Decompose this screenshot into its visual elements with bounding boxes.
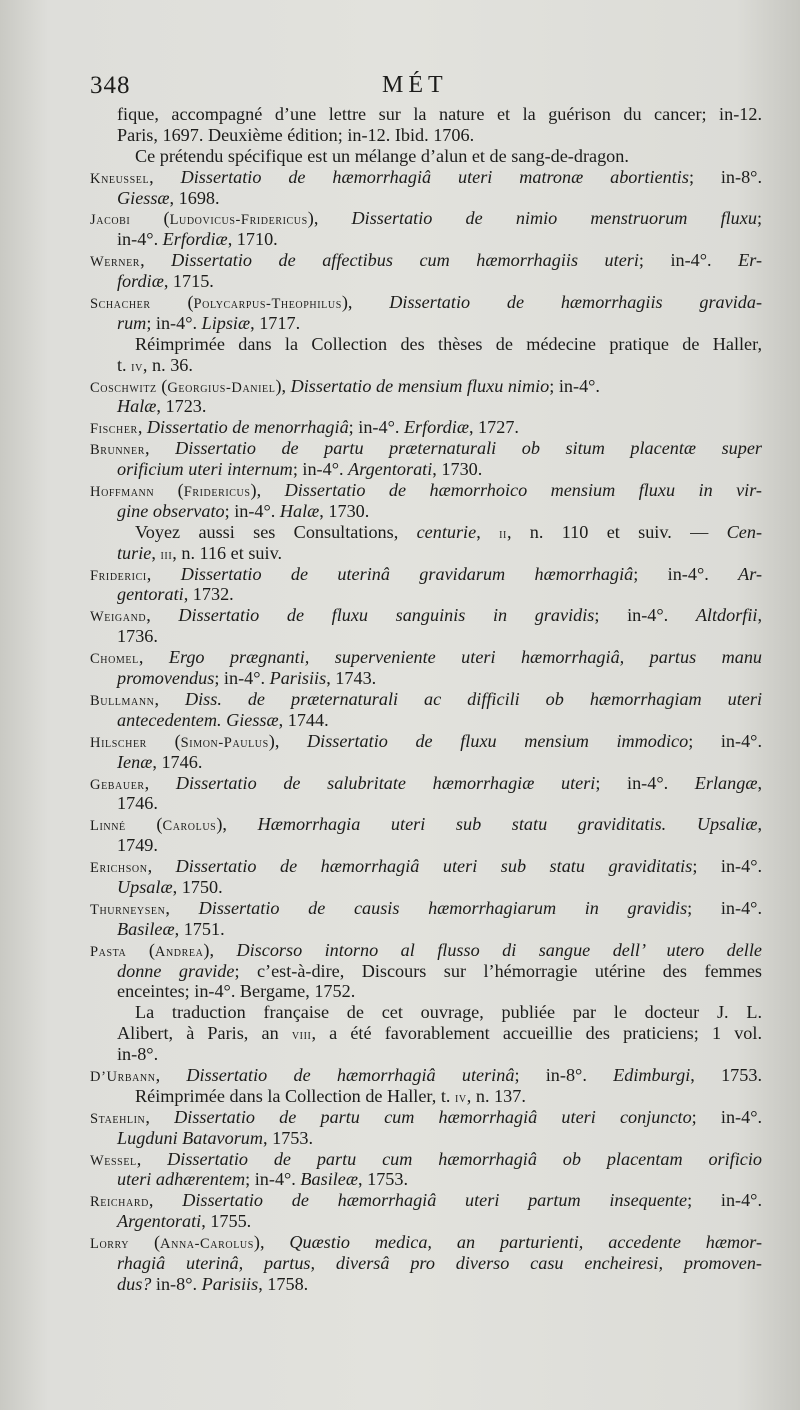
text-span: ), xyxy=(216,814,258,835)
italic-text: turie xyxy=(117,542,152,563)
text-line xyxy=(90,689,762,710)
text-span: , 1715. xyxy=(163,271,214,292)
text-span: ; in-4°. xyxy=(214,668,270,689)
text-span: ; in-4°. xyxy=(146,312,202,333)
italic-text: centurie xyxy=(416,521,477,542)
text-span: t. xyxy=(117,354,132,375)
text-span: ), xyxy=(268,730,308,751)
text-span: ), xyxy=(275,375,291,396)
author-name: Kneussel xyxy=(90,170,150,187)
text-span: ; in-4°. xyxy=(292,459,349,480)
text-span: , 1723. xyxy=(156,396,207,417)
author-name: iii xyxy=(160,546,173,563)
text-line xyxy=(135,146,762,167)
text-span: ), xyxy=(341,292,390,313)
text-line xyxy=(117,752,762,773)
text-line xyxy=(117,1253,762,1274)
italic-text: Dissertatio de menorrhagiâ xyxy=(146,417,349,438)
text-span: , a été favorablement accueillie des praticiens; 1 vol. xyxy=(311,1023,762,1044)
author-name: Reichard xyxy=(90,1194,149,1211)
text-line xyxy=(90,292,762,313)
italic-text: Cen- xyxy=(726,521,763,542)
text-line xyxy=(117,877,762,898)
text-span: , 1753. xyxy=(690,1064,763,1085)
author-name: Brunner xyxy=(90,442,145,459)
italic-text: Dissertatio de uterinâ gravidarum hæmorrhagiâ xyxy=(180,563,634,584)
text-line xyxy=(90,1190,762,1211)
text-span: , xyxy=(145,1106,175,1127)
italic-text: Upsalæ xyxy=(117,876,173,897)
author-name: Weigand xyxy=(90,609,147,626)
text-line xyxy=(117,626,762,647)
page-header xyxy=(0,72,800,104)
text-span: , 1753. xyxy=(263,1127,314,1148)
text-line xyxy=(117,919,762,940)
text-span: , n. 36. xyxy=(142,354,193,375)
text-span: , xyxy=(476,521,500,542)
text-span: ( xyxy=(154,480,184,501)
text-span: ; in-4°. xyxy=(245,1169,301,1190)
text-line xyxy=(90,417,762,438)
italic-text: uteri adhærentem xyxy=(117,1169,246,1190)
text-span: , xyxy=(147,856,176,877)
text-span: ( xyxy=(125,814,163,835)
italic-text: Quæstio medica, an parturienti, accedente hæmor- xyxy=(289,1232,762,1253)
author-name: Wessel xyxy=(90,1152,137,1169)
italic-text: Lugduni Batavorum xyxy=(117,1127,264,1148)
text-line xyxy=(90,480,762,501)
text-span: , xyxy=(155,1064,187,1085)
author-name: Werner xyxy=(90,254,141,271)
text-span: ; in-4°. xyxy=(224,500,280,521)
text-line xyxy=(90,731,762,752)
text-span: , 1710. xyxy=(227,229,278,250)
running-title: MÉT xyxy=(382,72,448,98)
text-line xyxy=(90,438,762,459)
italic-text: Dissertatio de partu cum hæmorrhagiâ uteri conjuncto xyxy=(174,1106,692,1127)
text-span: in-8°. xyxy=(117,1044,159,1065)
text-line xyxy=(117,459,762,480)
author-name: Carolus xyxy=(162,818,217,835)
text-span: 1736. xyxy=(117,626,158,647)
text-line xyxy=(117,229,762,250)
italic-text: Dissertatio de fluxu sanguinis in gravidis xyxy=(178,605,595,626)
text-span: , 1746. xyxy=(152,751,203,772)
text-line xyxy=(117,710,762,731)
text-span: 1746. xyxy=(117,793,158,814)
text-span: , n. 116 et suiv. xyxy=(172,542,283,563)
text-span: , xyxy=(757,772,762,793)
text-span: ; in-8°. xyxy=(514,1064,614,1085)
text-line xyxy=(135,522,762,543)
text-span: , 1744. xyxy=(278,709,329,730)
italic-text: Parisiis xyxy=(269,668,327,689)
text-span: ; in-4°. xyxy=(692,856,763,877)
author-name: Lorry xyxy=(90,1236,130,1253)
page-number: 348 xyxy=(90,72,131,99)
text-span: ), xyxy=(203,939,237,960)
author-name: Polycarpus-Theophilus xyxy=(193,296,342,313)
text-span: Paris, 1697. Deuxième édition; in-12. Ibid. 1706. xyxy=(117,124,475,145)
text-span: , 1732. xyxy=(183,584,234,605)
text-span: ; in-4°. xyxy=(594,605,696,626)
text-line xyxy=(90,564,762,585)
text-span: Voyez aussi ses Consultations, xyxy=(135,521,417,542)
text-span: in-8°. xyxy=(151,1273,202,1294)
text-span: , xyxy=(149,166,181,187)
text-span: , xyxy=(137,417,147,438)
text-line xyxy=(117,835,762,856)
author-name: Schacher xyxy=(90,296,151,313)
text-line xyxy=(90,1149,762,1170)
text-line xyxy=(117,501,762,522)
text-span: ; in-4°. xyxy=(691,1106,763,1127)
author-name: Gebauer xyxy=(90,776,145,793)
italic-text: Dissertatio de hæmorrhagiâ uteri sub statu graviditatis xyxy=(175,856,693,877)
italic-text: Altdorfii xyxy=(695,605,758,626)
text-span: Ce prétendu spécifique est un mélange d’alun et de sang-de-dragon. xyxy=(135,145,629,166)
text-line xyxy=(117,271,762,292)
text-span: ; in-4°. xyxy=(348,417,404,438)
text-line xyxy=(135,334,762,355)
italic-text: Dissertatio de hæmorrhagiâ uteri partum insequente xyxy=(182,1190,688,1211)
text-span: fique, accompagné d’une lettre sur la nature et la guérison du cancer; in-12. xyxy=(117,104,762,124)
author-name: Friderici xyxy=(90,567,147,584)
text-line xyxy=(117,961,762,982)
text-span: ( xyxy=(156,375,168,396)
text-span: , 1727. xyxy=(468,417,519,438)
italic-text: Dissertatio de partu cum hæmorrhagiâ ob placentam orificio xyxy=(167,1148,762,1169)
author-name: Anna-Carolus xyxy=(160,1236,254,1253)
text-span: , 1730. xyxy=(319,500,370,521)
author-name: iv xyxy=(455,1089,467,1106)
text-span: , xyxy=(146,605,179,626)
italic-text: Ienæ xyxy=(117,751,153,772)
italic-text: Dissertatio de affectibus cum hæmorrhagiis uteri xyxy=(171,250,639,271)
text-span: ; in-4°. xyxy=(595,772,695,793)
author-name: Jacobi xyxy=(90,212,131,229)
text-span: , xyxy=(138,647,169,668)
text-line xyxy=(135,1086,762,1107)
text-span: , 1698. xyxy=(169,187,220,208)
italic-text: Basileæ xyxy=(300,1169,358,1190)
text-span: , xyxy=(146,563,181,584)
italic-text: Dissertatio de mensium fluxu nimio xyxy=(290,375,550,396)
text-line xyxy=(117,1274,762,1295)
text-span: ), xyxy=(250,480,285,501)
italic-text: gine observato xyxy=(117,500,225,521)
author-name: Bullmann xyxy=(90,692,155,709)
text-line xyxy=(90,1107,762,1128)
text-span: ; in-4°. xyxy=(633,563,739,584)
italic-text: Argentorati xyxy=(117,1211,202,1232)
author-name: Linné xyxy=(90,818,126,835)
text-span: ; in-4°. xyxy=(549,375,600,396)
text-line xyxy=(90,1065,762,1086)
text-span: , 1755. xyxy=(201,1211,252,1232)
text-line xyxy=(117,793,762,814)
text-span: , xyxy=(148,1190,183,1211)
author-name: Chomel xyxy=(90,651,139,668)
text-line xyxy=(117,396,762,417)
author-name: Fischer xyxy=(90,421,138,438)
author-name: Staehlin xyxy=(90,1110,146,1127)
text-line xyxy=(90,208,762,229)
text-span: , xyxy=(145,438,176,459)
italic-text: Erfordiæ xyxy=(403,417,469,438)
text-span: , 1758. xyxy=(258,1273,309,1294)
text-span: , xyxy=(136,1148,168,1169)
text-span: , xyxy=(144,772,176,793)
text-line xyxy=(117,188,762,209)
text-span: ; in-4°. xyxy=(687,1190,763,1211)
italic-text: Ergo prægnanti, superveniente uteri hæmorrhagiâ, partus manu xyxy=(168,647,763,668)
text-span: La traduction française de cet ouvrage, publiée par le docteur J. L. xyxy=(135,1002,762,1023)
text-line xyxy=(117,981,762,1002)
italic-text: donne gravide xyxy=(117,960,235,981)
text-span: , xyxy=(757,814,762,835)
italic-text: rhagiâ uterinâ, partus, diversâ pro diverso casu encheiresi, promoven- xyxy=(117,1252,762,1273)
text-line xyxy=(117,1044,762,1065)
text-span: ; in-8°. xyxy=(688,166,762,187)
text-span: , n. 137. xyxy=(466,1085,526,1106)
italic-text: fordiæ xyxy=(117,271,164,292)
text-span: Réimprimée dans la Collection de Haller, t. xyxy=(135,1085,455,1106)
text-line xyxy=(117,668,762,689)
text-line xyxy=(90,647,762,668)
author-name: Ludovicus-Fridericus xyxy=(169,212,308,229)
text-span: enceintes; in-4°. Bergame, 1752. xyxy=(117,981,356,1002)
italic-text: Basileæ xyxy=(117,918,175,939)
text-span: ; xyxy=(756,208,763,229)
text-span: , 1743. xyxy=(326,668,377,689)
text-line xyxy=(117,104,762,125)
text-line xyxy=(117,543,762,564)
italic-text: Lipsiæ xyxy=(201,312,251,333)
author-name: Pasta xyxy=(90,943,127,960)
text-span: Alibert, à Paris, an xyxy=(117,1023,292,1044)
text-span: ), xyxy=(307,208,352,229)
text-span: in-4°. xyxy=(117,229,163,250)
italic-text: Giessæ xyxy=(117,187,170,208)
text-line xyxy=(90,940,762,961)
author-name: Fridericus xyxy=(183,484,251,501)
italic-text: gentorati xyxy=(117,584,184,605)
italic-text: promovendus xyxy=(117,668,215,689)
text-line xyxy=(117,355,762,376)
text-span: ( xyxy=(150,292,194,313)
text-span: ; in-4°. xyxy=(687,897,762,918)
text-span: ( xyxy=(126,939,155,960)
text-span: ( xyxy=(146,730,181,751)
text-span: ; in-4°. xyxy=(638,250,739,271)
text-span: , 1751. xyxy=(174,918,225,939)
italic-text: Dissertatio de causis hæmorrhagiarum in gravidis xyxy=(198,897,688,918)
text-span: ; c’est-à-dire, Discours sur l’hémorragie utérine des femmes xyxy=(234,960,763,981)
text-line xyxy=(117,125,762,146)
author-name: Hoffmann xyxy=(90,484,155,501)
italic-text: dus? xyxy=(117,1273,152,1294)
author-name: viii xyxy=(291,1027,312,1044)
author-name: Coschwitz xyxy=(90,379,157,396)
text-span: ( xyxy=(129,1232,161,1253)
author-name: Georgius-Daniel xyxy=(167,379,276,396)
text-span: , 1717. xyxy=(250,312,301,333)
text-line xyxy=(90,898,762,919)
italic-text: Parisiis xyxy=(201,1273,259,1294)
text-span: Réimprimée dans la Collection des thèses de médecine pratique de Haller, xyxy=(135,333,762,354)
author-name: Hilscher xyxy=(90,734,147,751)
text-line xyxy=(90,1232,762,1253)
text-span: ; in-4°. xyxy=(688,730,762,751)
text-line xyxy=(90,167,762,188)
bibliography-text xyxy=(90,104,763,1295)
text-span: , 1750. xyxy=(172,876,223,897)
italic-text: rum xyxy=(117,312,147,333)
text-line xyxy=(117,313,762,334)
text-line xyxy=(90,605,762,626)
text-span: , xyxy=(140,250,172,271)
text-line xyxy=(117,1211,762,1232)
italic-text: Hæmorrhagia uteri sub statu graviditatis. Upsaliæ xyxy=(257,814,758,835)
italic-text: Discorso intorno al flusso di sangue dell’ utero delle xyxy=(236,939,762,960)
text-line xyxy=(90,856,762,877)
italic-text: antecedentem. Giessæ xyxy=(117,709,279,730)
text-line xyxy=(90,376,762,397)
italic-text: Argentorati xyxy=(348,459,433,480)
text-span: , 1730. xyxy=(432,459,483,480)
text-line xyxy=(117,1169,762,1190)
italic-text: orificium uteri internum xyxy=(117,459,293,480)
italic-text: Erfordiæ xyxy=(162,229,228,250)
author-name: Erichson xyxy=(90,860,148,877)
text-span: , xyxy=(757,605,762,626)
italic-text: Er- xyxy=(738,250,763,271)
italic-text: Halæ xyxy=(279,500,320,521)
text-line xyxy=(117,1128,762,1149)
text-span: 1749. xyxy=(117,835,158,856)
text-line xyxy=(117,1023,762,1044)
author-name: Thurneysen xyxy=(90,901,166,918)
italic-text: Dissertatio de nimio menstruorum fluxu xyxy=(351,208,757,229)
text-span: , xyxy=(154,688,185,709)
italic-text: Ar- xyxy=(738,563,763,584)
author-name: D’Urbann xyxy=(90,1068,156,1085)
text-line xyxy=(90,250,762,271)
text-span: , xyxy=(151,542,161,563)
italic-text: Dissertatio de hæmorrhagiis gravida- xyxy=(389,292,762,313)
text-line xyxy=(135,1002,762,1023)
author-name: iv xyxy=(131,358,143,375)
italic-text: Dissertatio de partu præternaturali ob situm placentæ super xyxy=(175,438,762,459)
text-span: , 1753. xyxy=(358,1169,409,1190)
italic-text: Dissertatio de fluxu mensium immodico xyxy=(307,730,689,751)
text-span: ), xyxy=(253,1232,290,1253)
italic-text: Diss. de præternaturali ac difficili ob hæmorrhagiam uteri xyxy=(184,688,762,709)
italic-text: Dissertatio de hæmorrhagiâ uteri matronæ abortientis xyxy=(180,166,689,187)
author-name: Andrea xyxy=(154,943,204,960)
text-span: , xyxy=(165,897,199,918)
text-line xyxy=(117,584,762,605)
italic-text: Dissertatio de salubritate hæmorrhagiæ uteri xyxy=(175,772,596,793)
italic-text: Erlangæ xyxy=(694,772,758,793)
author-name: ii xyxy=(499,525,507,542)
italic-text: Dissertatio de hæmorrhoico mensium fluxu in vir- xyxy=(284,480,762,501)
text-span: , n. 110 et suiv. — xyxy=(506,521,727,542)
text-span: ( xyxy=(130,208,170,229)
italic-text: Dissertatio de hæmorrhagiâ uterinâ xyxy=(186,1064,515,1085)
text-line xyxy=(90,773,762,794)
author-name: Simon-Paulus xyxy=(180,734,269,751)
italic-text: Edimburgi xyxy=(613,1064,691,1085)
text-line xyxy=(90,814,762,835)
italic-text: Halæ xyxy=(117,396,157,417)
